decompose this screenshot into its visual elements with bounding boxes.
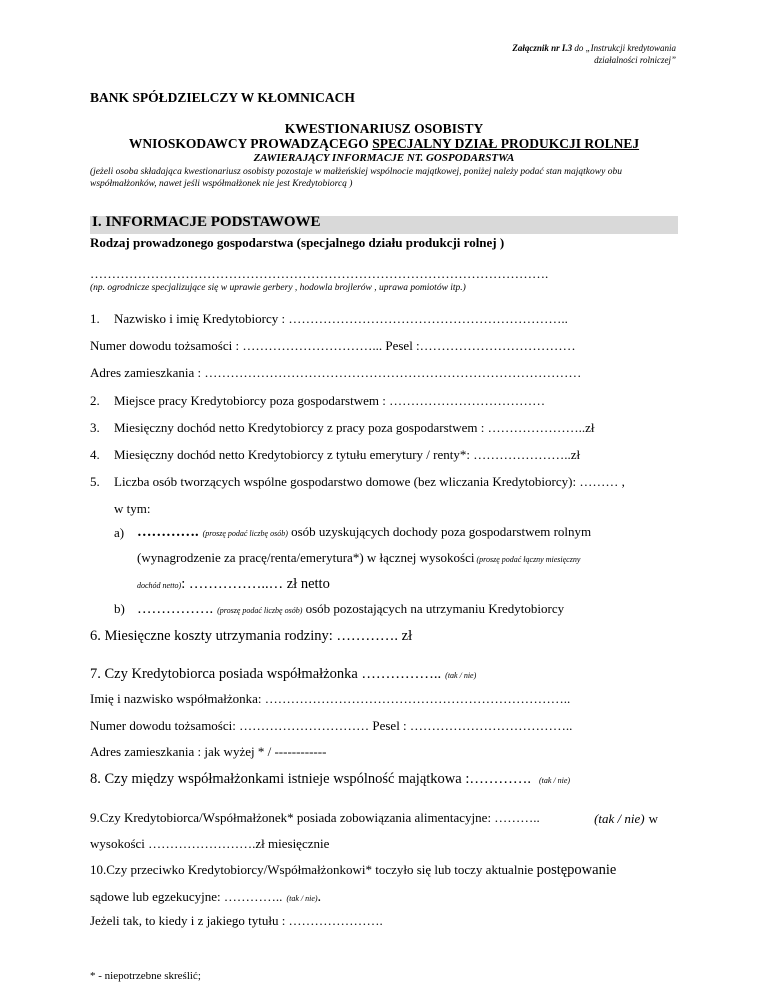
- spouse-id-field[interactable]: Numer dowodu tożsamości: ………………………… Pesel : ………………………………..: [90, 718, 573, 733]
- attachment-note: [512, 42, 676, 66]
- q5a-letter: a): [114, 525, 125, 540]
- q5a-line2: [137, 549, 580, 567]
- q4-number: 4.: [90, 447, 100, 462]
- q10-line2: [90, 888, 321, 906]
- q5b-letter: b): [114, 601, 125, 616]
- section-heading: I. INFORMACJE PODSTAWOWE: [92, 214, 321, 230]
- form-title: KWESTIONARIUSZ OSOBISTY: [284, 121, 484, 136]
- q10-details-field[interactable]: Jeżeli tak, to kiedy i z jakiego tytułu : ………………….: [90, 913, 383, 928]
- q5a-line3: [137, 575, 330, 593]
- q10-proceedings-field[interactable]: sądowe lub egzekucyjne: …………..: [90, 889, 283, 904]
- q7-spouse-field[interactable]: 7. Czy Kredytobiorca posiada współmałżonka ……………..: [90, 666, 442, 682]
- q6-costs-field[interactable]: 6. Miesięczne koszty utrzymania rodziny: …………. zł: [90, 628, 413, 644]
- attachment-number: Załącznik nr I.3: [512, 43, 573, 53]
- address-field[interactable]: Adres zamieszkania : ……………………………………………………………………………: [90, 365, 582, 380]
- q3-number: 3.: [90, 420, 100, 435]
- farm-type-label: Rodzaj prowadzonego gospodarstwa (specjalnego działu produkcji rolnej ): [90, 235, 505, 250]
- q5a-text: osób uzyskujących dochody poza gospodarstwem rolnym: [287, 524, 592, 539]
- bank-name: BANK SPÓŁDZIELCZY W KŁOMNICACH: [90, 90, 355, 105]
- intro-note: (jeżeli osoba składająca kwestionariusz osobisty pozostaje w małżeńskiej wspólnocie majątkowej, poniżej należy podać stan majątkowy obu współmałżonków, nawet jeśli współmałżonek nie jest Kredytobiorcą ): [90, 167, 622, 189]
- q5-including: w tym:: [114, 501, 151, 516]
- q9-alimony-field[interactable]: 9.Czy Kredytobiorca/Współmałżonek* posiada zobowiązania alimentacyjne: ………..: [90, 810, 540, 825]
- q7-line: [90, 665, 476, 683]
- q5b-line: [137, 600, 564, 618]
- q10-text-end: postępowanie: [536, 862, 617, 878]
- q5a-line2-hint: (proszę podać łączny miesięczny: [474, 555, 581, 564]
- form-subtitle: [90, 136, 678, 152]
- q10-hint: (tak / nie): [286, 894, 318, 903]
- form-subtitle-a: WNIOSKODAWCY PROWADZĄCEGO: [128, 136, 373, 151]
- spouse-name-field[interactable]: Imię i nazwisko współmałżonka: ……………………………………………………………..: [90, 691, 571, 706]
- id-pesel-field[interactable]: Numer dowodu tożsamości : …………………………... Pesel :………………………………: [90, 338, 576, 353]
- q5b-count-field[interactable]: …………….: [137, 601, 214, 617]
- form-subtitle-2: ZAWIERAJĄCY INFORMACJE NT. GOSPODARSTWA: [253, 152, 515, 164]
- q5a-hint: (proszę podać liczbę osób): [202, 529, 288, 538]
- q8-line: [90, 770, 570, 788]
- q9-w: w: [648, 811, 658, 826]
- q5a-line1: [137, 523, 591, 541]
- q9-hint: (tak / nie): [594, 811, 645, 826]
- q2-number: 2.: [90, 393, 100, 408]
- q4-pension-field[interactable]: Miesięczny dochód netto Kredytobiorcy z tytułu emerytury / renty*: …………………..zł: [114, 447, 581, 462]
- attachment-title: do „Instrukcji kredytowania: [572, 43, 676, 53]
- q5-household-field[interactable]: Liczba osób tworzących wspólne gospodarstwo domowe (bez wliczania Kredytobiorcy): ……… ,: [114, 474, 625, 489]
- q5b-text: osób pozostających na utrzymaniu Kredytobiorcy: [302, 601, 565, 616]
- q3-income-field[interactable]: Miesięczny dochód netto Kredytobiorcy z pracy poza gospodarstwem : …………………..zł: [114, 420, 595, 435]
- form-subtitle-b: SPECJALNY DZIAŁ PRODUKCJI ROLNEJ: [372, 136, 640, 151]
- footnote: * - niepotrzebne skreślić;: [90, 970, 201, 982]
- q5a-line3-hint: dochód netto): [137, 581, 182, 590]
- q8-community-field[interactable]: 8. Czy między współmałżonkami istnieje wspólność majątkowa :………….: [90, 771, 531, 787]
- q5a-count-field[interactable]: ………….: [137, 524, 199, 540]
- q9-amount-field[interactable]: wysokości …………………….zł miesięcznie: [90, 836, 330, 851]
- q10-text: 10.Czy przeciwko Kredytobiorcy/Współmałżonkowi* toczyło się lub toczy aktualnie: [90, 862, 537, 877]
- q5b-hint: (proszę podać liczbę osób): [217, 606, 303, 615]
- q1-number: 1.: [90, 311, 100, 326]
- q8-hint: (tak / nie): [538, 776, 571, 785]
- attachment-title-cont: działalności rolniczej”: [594, 55, 676, 65]
- spouse-address-field[interactable]: Adres zamieszkania : jak wyżej * / ------------: [90, 744, 327, 759]
- q5a-amount-field[interactable]: : ……………..… zł netto: [181, 576, 330, 592]
- q7-hint: (tak / nie): [445, 671, 477, 680]
- farm-type-hint: (np. ogrodnicze specjalizujące się w uprawie gerbery , hodowla brojlerów , uprawa pomiotów itp.): [90, 283, 466, 293]
- q5a-line2-text: (wynagrodzenie za pracę/renta/emerytura*) w łącznej wysokości: [137, 550, 475, 565]
- q10-line1: [90, 861, 616, 879]
- q5-number: 5.: [90, 474, 100, 489]
- q2-workplace-field[interactable]: Miejsce pracy Kredytobiorcy poza gospodarstwem : ………………………………: [114, 393, 546, 408]
- q9-line1: [90, 810, 658, 828]
- farm-type-field[interactable]: …………………………………………………………………………………………….: [90, 266, 549, 281]
- q1-name-field[interactable]: Nazwisko i imię Kredytobiorcy : ………………………………………………………..: [114, 311, 568, 326]
- q10-dot: .: [317, 889, 322, 905]
